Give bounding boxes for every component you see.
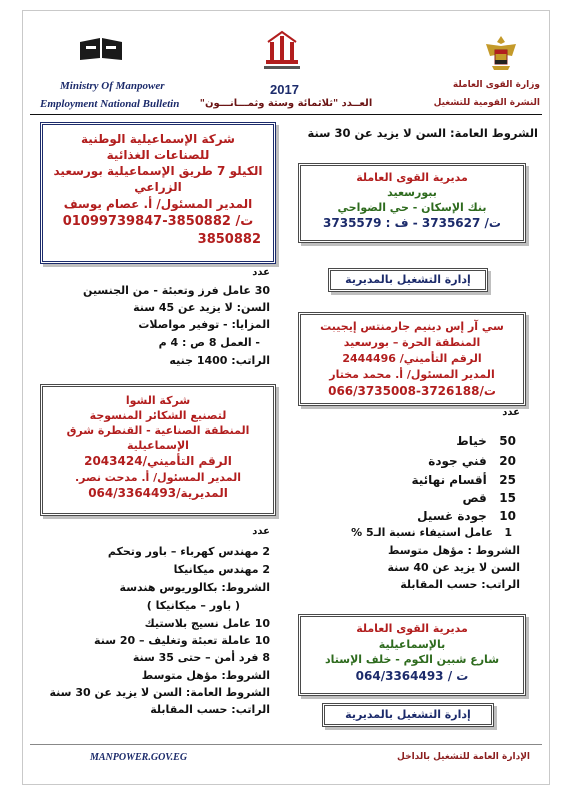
company-name: شركة الشوا <box>125 394 191 407</box>
company-phone: ت/3726188-066/3735008 <box>328 384 496 398</box>
job-count: 1 <box>504 526 512 539</box>
company-phone-2: 3850882 <box>197 232 261 247</box>
directorate-phone: ت/ 3735627 - ف : 3735579 <box>323 216 501 230</box>
emblem-icon <box>262 30 302 72</box>
eagle-emblem-icon <box>484 34 518 72</box>
job-line <box>300 526 512 539</box>
job-title: خياط <box>456 434 487 448</box>
footer-dept: الإدارة العامة للتشغيل بالداخل <box>397 752 530 762</box>
issue-number: العــدد "ثلاثمائة وستة وثمـــانـــون" <box>199 98 373 109</box>
company-address: الكيلو 7 طريق الإسماعيلية بورسعيد <box>53 164 263 178</box>
company-activity: لتصنيع الشكائر المنسوجة <box>89 409 227 422</box>
company-zone: المنطقة الحرة – بورسعيد <box>343 336 481 349</box>
salary: الراتب: 1400 جنيه <box>169 354 270 367</box>
conditions: الشروط : مؤهل متوسط <box>387 544 520 557</box>
employment-dept-box <box>328 268 488 292</box>
general-conditions: الشروط العامة: السن لا يزيد عن 30 سنة <box>49 686 270 699</box>
job-line: 2 مهندس كهرباء – باور وتحكم <box>107 545 270 558</box>
salary: الراتب: حسب المقابلة <box>400 578 520 591</box>
count-label: عدد <box>502 407 520 418</box>
port-said-directorate-box <box>298 163 526 243</box>
job-count: 15 <box>499 491 516 505</box>
job-line: 30 عامل فرز وتعبئة - من الجنسين <box>83 284 270 297</box>
job-line <box>300 454 516 468</box>
bulletin-ar: النشرة القومية للتشغيل <box>433 98 540 108</box>
job-line <box>300 509 516 523</box>
employment-dept-label: إدارة التشغيل بالمديرية <box>345 273 471 286</box>
job-line: 10 عامل نسيج بلاستيك <box>144 617 270 630</box>
job-line: 2 مهندس ميكانيكا <box>173 563 270 576</box>
general-conditions: الشروط العامة: السن لا يزيد عن 30 سنة <box>307 126 538 140</box>
job-line: 8 فرد أمن – حتى 35 سنة <box>132 651 270 664</box>
count-label: عدد <box>252 267 270 278</box>
job-line: 10 عاملة تعبئة وتغليف – 20 سنة <box>94 634 270 647</box>
job-title: فني جودة <box>428 454 487 468</box>
company-name: شركة الإسماعيلية الوطنية <box>81 132 235 146</box>
conditions: الشروط: بكالوريوس هندسة <box>119 581 270 594</box>
bulletin-en: Employment National Bulletin <box>40 98 180 110</box>
employment-dept-box <box>322 703 494 727</box>
company-phone: ت/ 3850882-01099739847 <box>62 214 254 229</box>
company-city: الإسماعيلية <box>127 439 189 452</box>
age-limit: السن: لا يزيد عن 45 سنة <box>133 301 270 314</box>
job-title: جودة غسيل <box>417 509 487 523</box>
count-label: عدد <box>252 526 270 537</box>
salary: الراتب: حسب المقابلة <box>150 703 270 716</box>
company-phone: المديرية/064/3364493 <box>88 486 228 500</box>
ismailia-directorate-box <box>298 614 526 696</box>
ismailia-food-company-box <box>40 122 276 264</box>
job-title: قص <box>462 491 487 505</box>
job-count: 50 <box>499 434 516 448</box>
directorate-address: بنك الإسكان - حي الضواحي <box>337 201 487 214</box>
cr-denim-company-box <box>298 312 526 406</box>
job-title: عامل استيفاء نسبة الـ5 % <box>351 526 493 539</box>
company-name-2: للصناعات الغذائية <box>106 148 210 162</box>
job-line <box>300 473 516 487</box>
year: 2017 <box>270 82 299 97</box>
ministry-en: Ministry Of Manpower <box>60 80 165 92</box>
manager-name: المدير المسئول/ أ. مدحت نصر. <box>74 471 241 484</box>
insurance-number: الرقم التأميني/ 2444496 <box>342 352 482 365</box>
website-link[interactable]: MANPOWER.GOV.EG <box>90 752 188 763</box>
directorate-city: ببورسعيد <box>387 186 437 199</box>
directorate-phone: ت / 064/3364493 <box>355 669 469 683</box>
working-hours: - العمل 8 ص : 4 م <box>158 336 260 349</box>
company-name: سي آر إس دينيم جارمنتس إيجيبت <box>320 320 504 333</box>
job-line <box>300 491 516 505</box>
footer-rule <box>30 744 542 745</box>
manager-name: المدير المسئول/ أ. محمد مختار <box>329 368 495 381</box>
job-title: أقسام نهائية <box>411 473 487 487</box>
directorate-address: شارع شبين الكوم - خلف الإستاد <box>324 653 500 666</box>
manager-name: المدير المسئول/ أ. عصام يوسف <box>63 197 253 211</box>
company-address: المنطقة الصناعية - القنطرة شرق <box>66 424 250 437</box>
age-limit: السن لا يزيد عن 40 سنة <box>387 561 520 574</box>
job-count: 25 <box>499 473 516 487</box>
book-logo-icon <box>78 36 124 62</box>
job-count: 20 <box>499 454 516 468</box>
benefits: المزايا: - توفير مواصلات <box>138 318 270 331</box>
job-line <box>300 434 516 448</box>
directorate-city: بالإسماعيلية <box>378 638 446 651</box>
shawa-company-box <box>40 384 276 516</box>
ministry-ar: وزارة القوى العاملة <box>452 80 540 90</box>
job-count: 10 <box>499 509 516 523</box>
directorate-title: مديرية القوى العاملة <box>356 622 468 635</box>
directorate-title: مديرية القوى العاملة <box>356 171 468 184</box>
conditions: الشروط: مؤهل متوسط <box>141 669 270 682</box>
header-rule <box>30 114 542 115</box>
specialization: ( باور – ميكانيكا ) <box>146 599 240 612</box>
insurance-number: الرقم التأميني/2043424 <box>84 454 232 468</box>
company-address-2: الزراعي <box>134 180 182 194</box>
employment-dept-label: إدارة التشغيل بالمديرية <box>345 708 471 721</box>
